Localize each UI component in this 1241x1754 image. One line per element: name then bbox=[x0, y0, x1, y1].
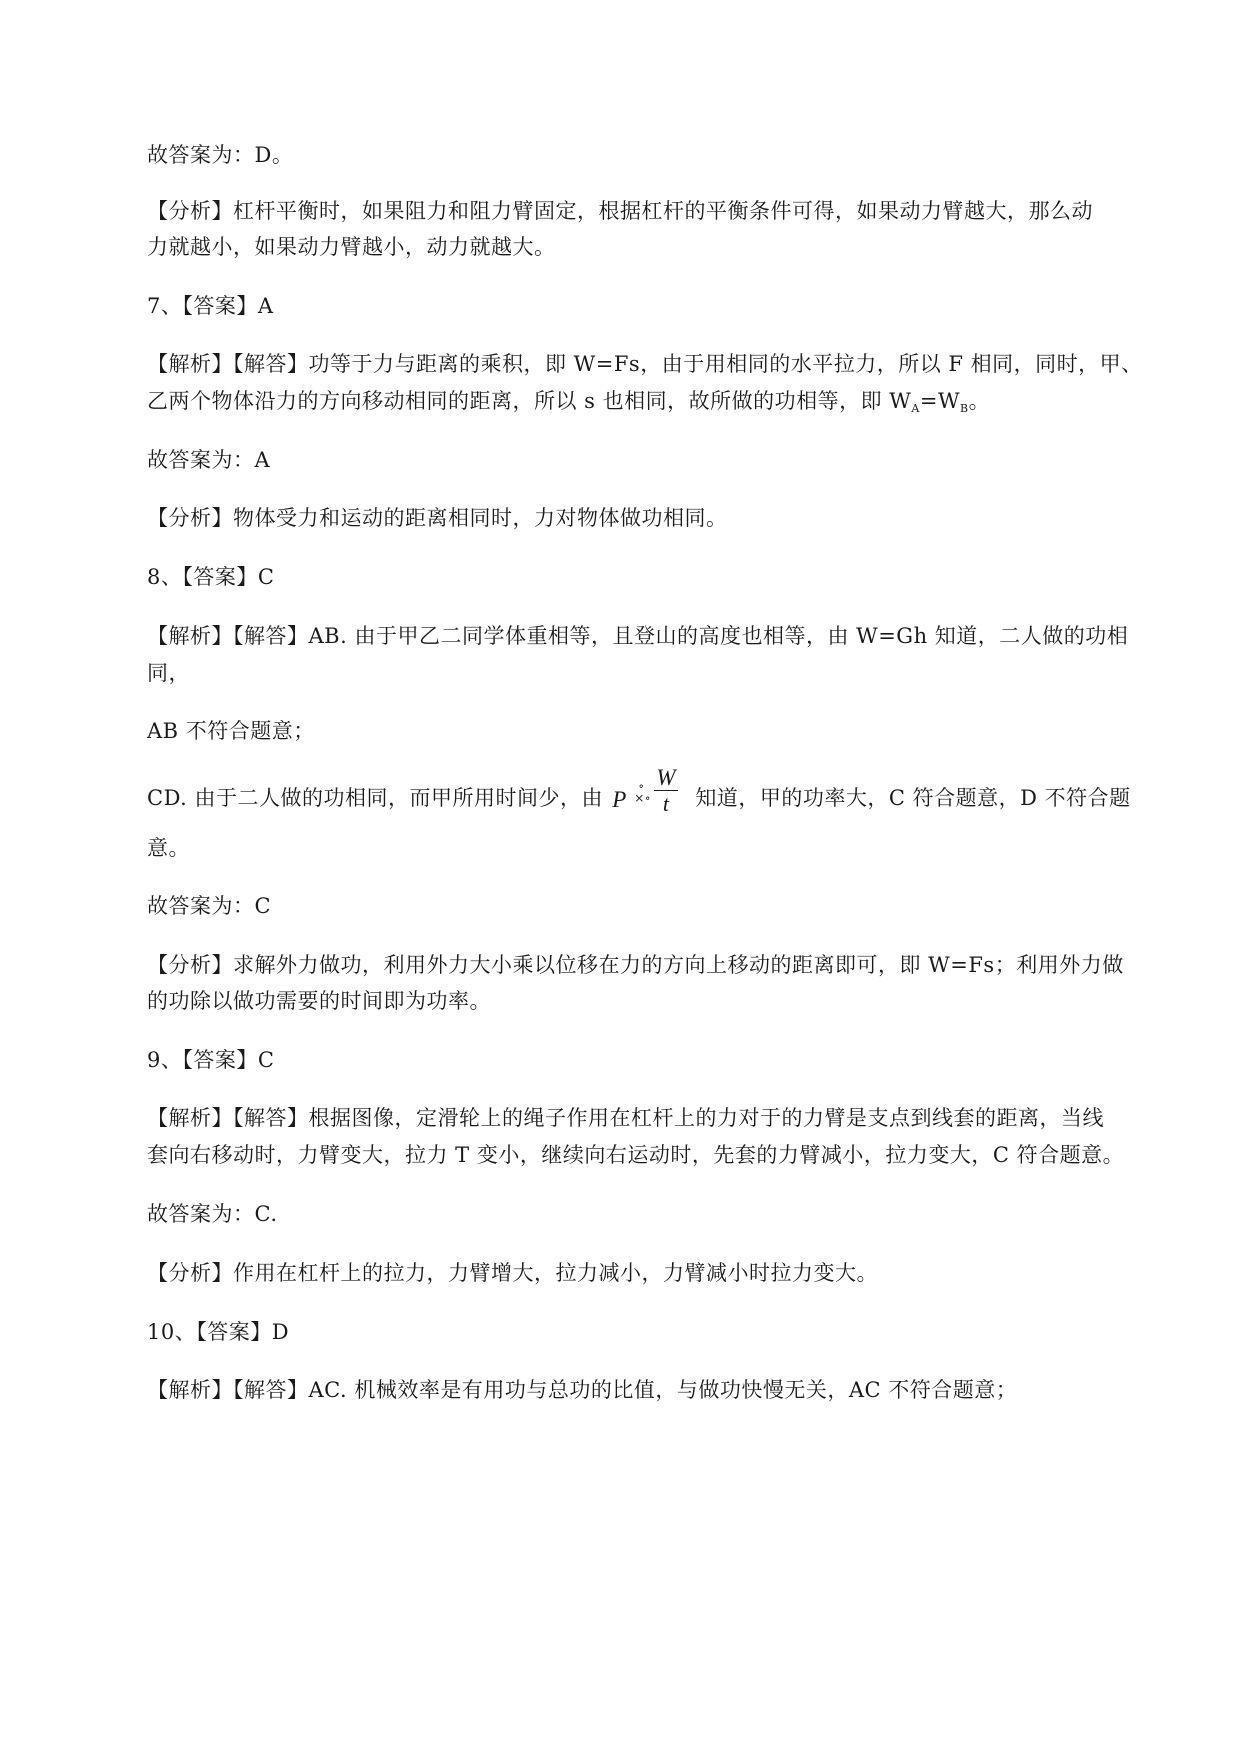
question-7-answer: 7、【答案】A bbox=[147, 294, 274, 318]
solution-9a: 【解析】【解答】根据图像，定滑轮上的绳子作用在杠杆上的力对于的力臂是支点到线套的距离，当线 bbox=[147, 1106, 1104, 1130]
solution-10a: 【解析】【解答】AC. 机械效率是有用功与总功的比值，与做功快慢无关，AC 不符合题意； bbox=[147, 1378, 1018, 1402]
analysis-line-9: 【分析】作用在杠杆上的拉力，力臂增大，拉力减小，力臂减小时拉力变大。 bbox=[147, 1261, 878, 1285]
analysis-line-7: 【分析】物体受力和运动的距离相同时，力对物体做功相同。 bbox=[147, 506, 728, 530]
analysis-line-8b: 的功除以做功需要的时间即为功率。 bbox=[147, 989, 491, 1013]
solution-8d bbox=[147, 765, 1147, 816]
analysis-line-6a: 【分析】杠杆平衡时，如果阻力和阻力臂固定，根据杠杆的平衡条件可得，如果动力臂越大，那么动 bbox=[147, 199, 1093, 223]
solution-9b: 套向右移动时，力臂变大，拉力 T 变小，继续向右运动时，先套的力臂减小，拉力变大，C 符合题意。 bbox=[147, 1143, 1125, 1167]
solution-8c: AB 不符合题意； bbox=[147, 719, 315, 743]
solution-7b bbox=[147, 391, 1147, 414]
analysis-line-6b: 力就越小，如果动力臂越小，动力就越大。 bbox=[147, 235, 556, 259]
question-8-answer: 8、【答案】C bbox=[147, 565, 275, 589]
formula-fraction bbox=[654, 766, 678, 815]
formula-symbol-top: ∘ bbox=[638, 779, 645, 793]
formula-symbol bbox=[634, 780, 651, 804]
analysis-line-8a: 【分析】求解外力做功，利用外力大小乘以位移在力的方向上移动的距离即可，即 W=Fs；利用外力做 bbox=[147, 953, 1124, 977]
solution-8d-post: 知道，甲的功率大，C 符合题意，D 不符合题 bbox=[695, 786, 1131, 810]
solution-8d-pre: CD. 由于二人做的功相同，而甲所用时间少，由 bbox=[147, 786, 604, 810]
answer-line-9: 故答案为：C. bbox=[147, 1202, 278, 1226]
subscript-a: A bbox=[911, 402, 920, 415]
power-formula bbox=[610, 765, 688, 816]
solution-7a: 【解析】【解答】功等于力与距离的乘积，即 W=Fs，由于用相同的水平拉力，所以 F 相同，同时，甲、 bbox=[147, 352, 1143, 376]
solution-7b-eq: =W bbox=[919, 389, 961, 413]
formula-p: P bbox=[612, 787, 627, 812]
solution-8b: 同， bbox=[147, 661, 190, 685]
answer-line-6: 故答案为：D。 bbox=[147, 143, 294, 167]
formula-symbol-bottom: ×∘ bbox=[634, 791, 652, 805]
subscript-b: B bbox=[960, 402, 969, 415]
solution-8a: 【解析】【解答】AB. 由于甲乙二同学体重相等，且登山的高度也相等，由 W=Gh 知道，二人做的功相 bbox=[147, 624, 1129, 648]
solution-7b-end: 。 bbox=[968, 389, 991, 413]
answer-line-8: 故答案为：C bbox=[147, 894, 272, 918]
formula-numerator: W bbox=[656, 765, 677, 790]
formula-denominator: t bbox=[662, 791, 670, 816]
answer-line-7: 故答案为：A bbox=[147, 448, 271, 472]
question-9-answer: 9、【答案】C bbox=[147, 1048, 275, 1072]
question-10-answer: 10、【答案】D bbox=[147, 1320, 290, 1344]
solution-7b-text: 乙两个物体沿力的方向移动相同的距离，所以 s 也相同，故所做的功相等，即 W bbox=[147, 389, 912, 413]
solution-8e: 意。 bbox=[147, 836, 190, 860]
